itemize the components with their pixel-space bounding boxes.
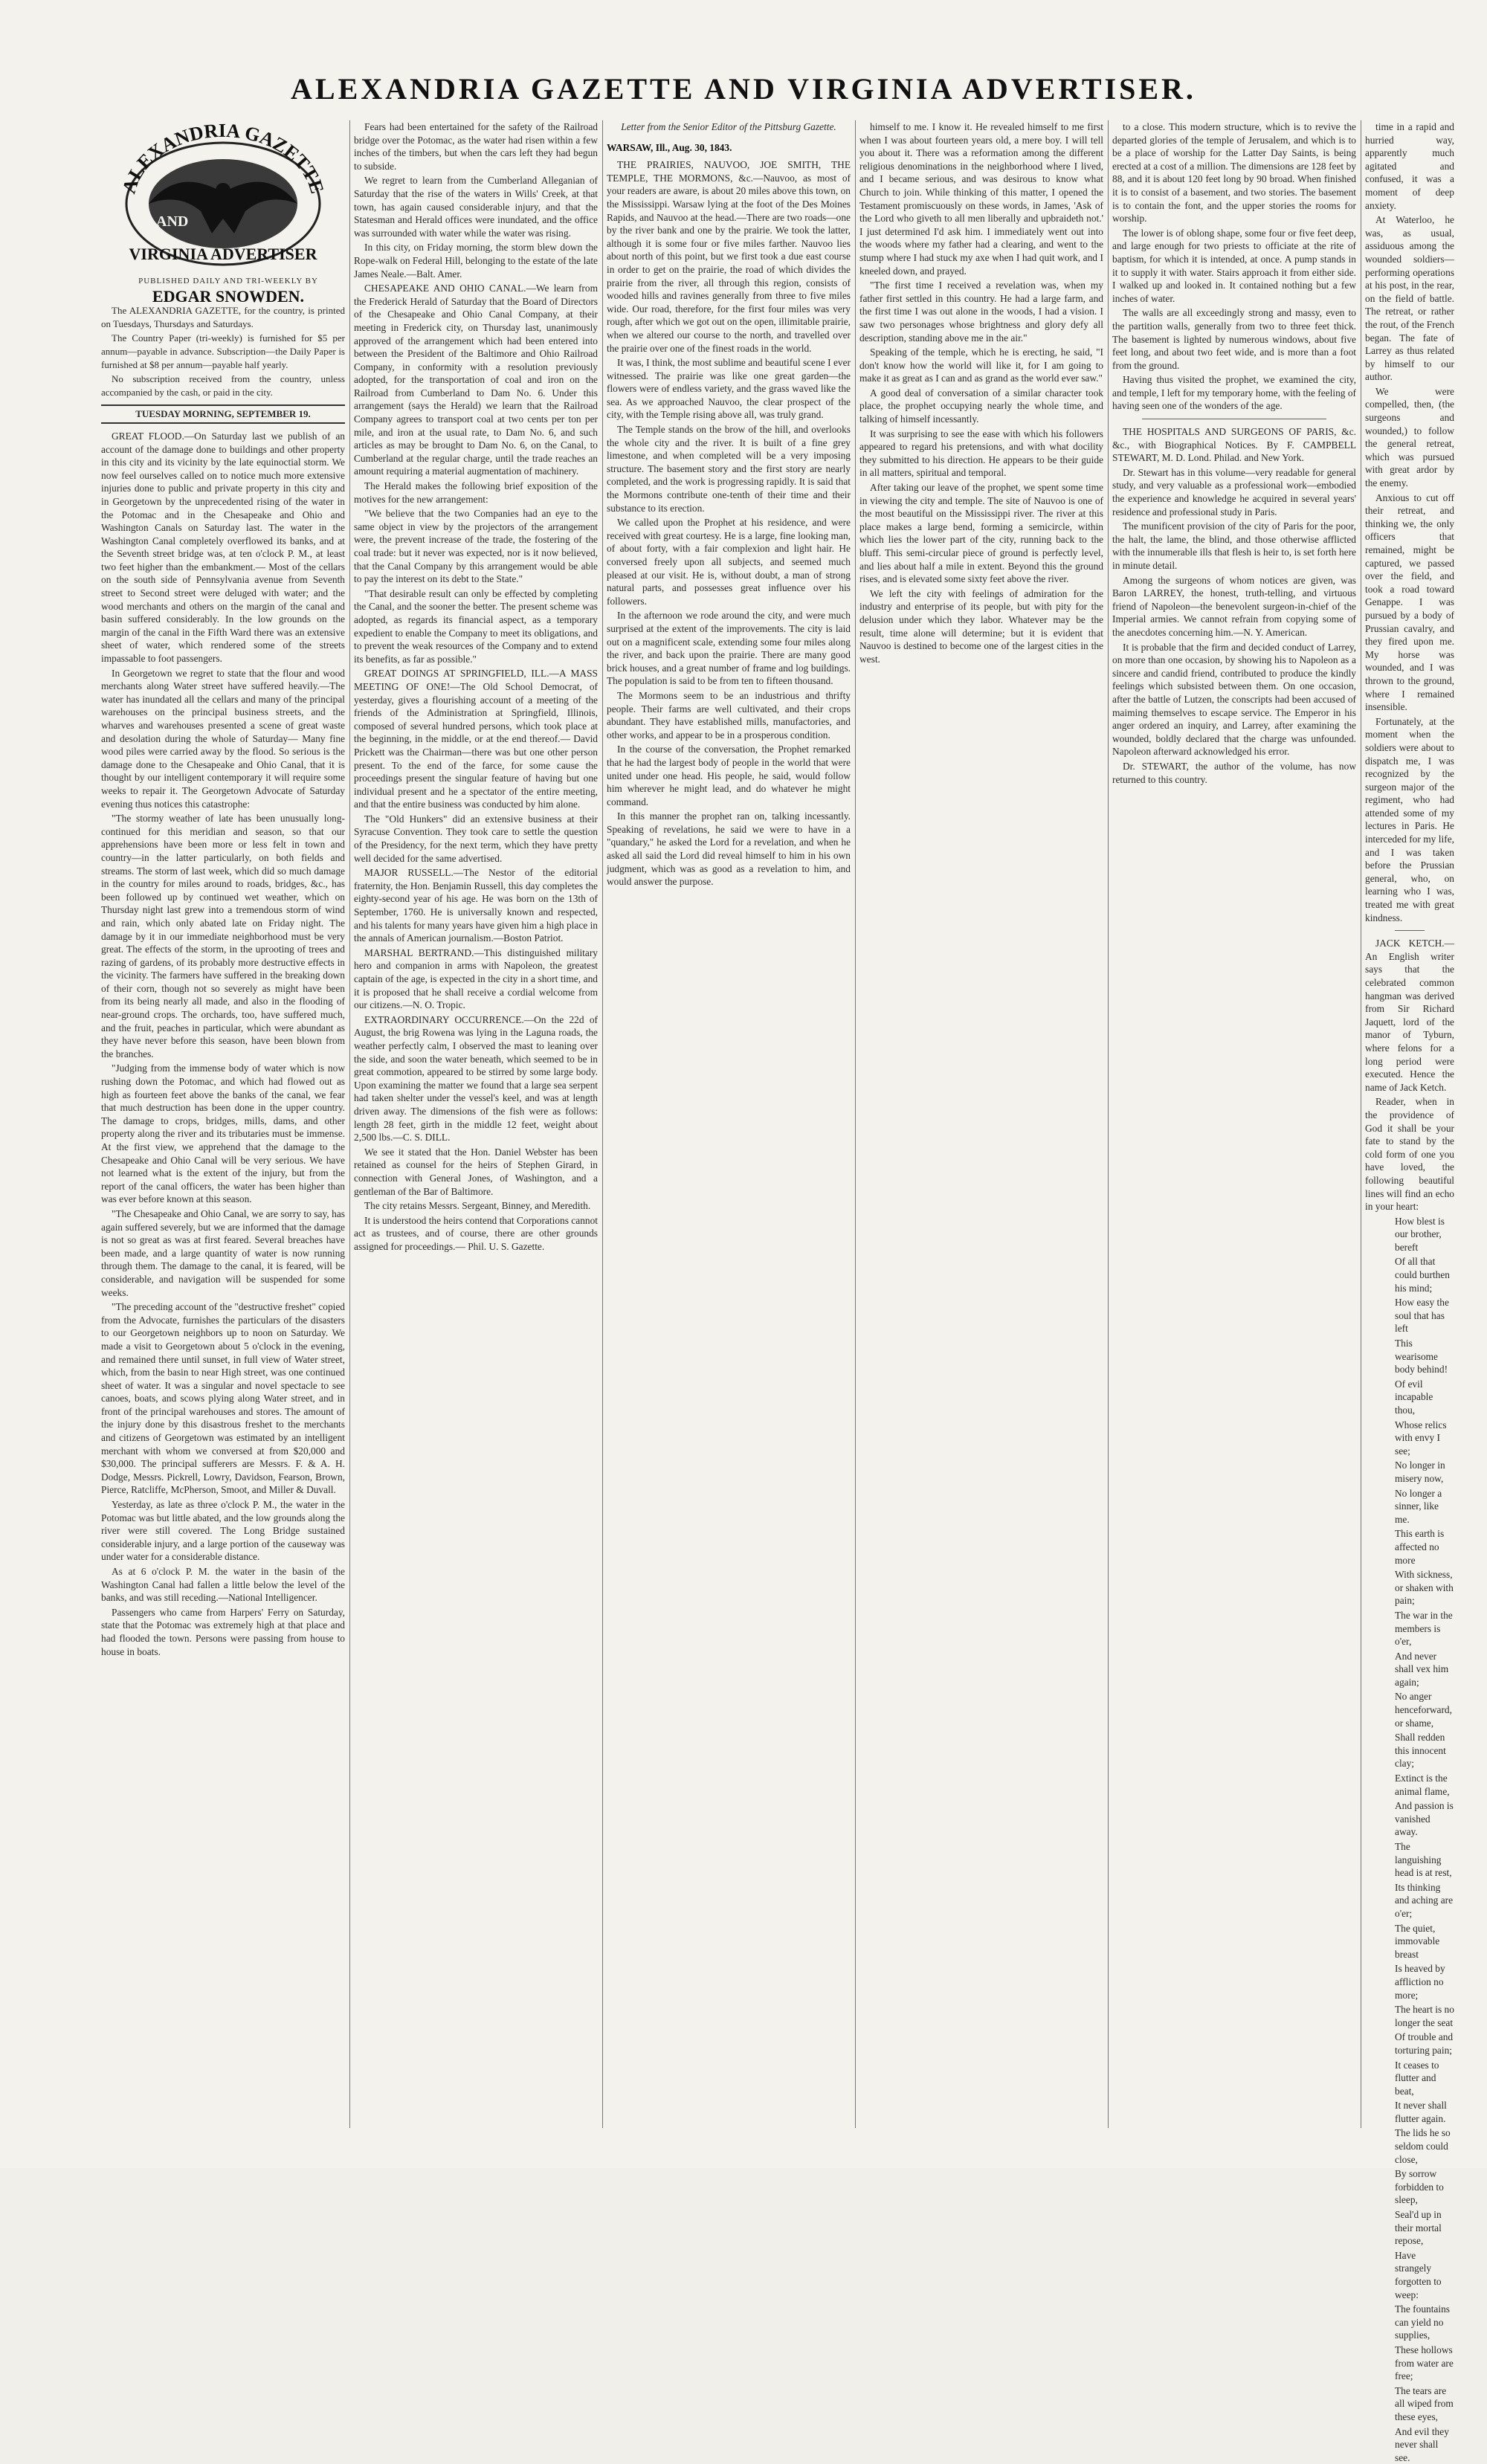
article-paragraph: We regret to learn from the Cumberland Alleganian of Saturday that the rise of the waters in Wills' Creek, at that town, has again caused considerable injury, and that the Statesman and Herald offices were inundated, and the office was surrounded with water while the water was rising.	[354, 175, 598, 239]
article-paragraph: We see it stated that the Hon. Daniel Webster has been retained as counsel for the heirs of Stephen Girard, in connection with General Jones, of Washington, and a gentleman of the Bar of Baltimore.	[354, 1146, 598, 1197]
poem-line: Is heaved by affliction no more;	[1395, 1963, 1445, 2001]
article-paragraph: himself to me. I know it. He revealed himself to me first when I was about fourteen years old, a mere boy. I will tell you about it. There was a reformation among the different religious denominations in the neighborhood where I lived, and I became serious, and was desirous to know what Church to join. While thinking of this matter, I opened the Testament promiscuously on these words, in James, 'Ask of the Lord who giveth to all men liberally and upbraideth not.' I just determined I'd ask him. I immediately went out into the woods where my father had a clearing, and went to the stump where I had stuck my axe when I had quit work, and I kneeled down, and prayed.	[859, 121, 1103, 277]
logo-word-right: VIRGINIA ADVERTISER	[129, 245, 317, 263]
poem-line: No anger henceforward, or shame,	[1395, 1691, 1452, 1729]
article-paragraph: In the afternoon we rode around the city, and were much surprised at the extent of the improvements. The city is laid out on a magnificent scale, extending some four miles along the river, and back upon the prairie. There are many good brick houses, and a great number of frame and log buildings. The population is said to be from ten to fifteen thousand.	[607, 610, 851, 687]
poem-line: With sickness, or shaken with pain;	[1395, 1569, 1454, 1607]
article-paragraph: We called upon the Prophet at his residence, and were received with great courtesy. He is a large, fine looking man, of about forty, with a fair complexion and light hair. He conversed freely upon all subjects, and seemed much pleased at our visit. He is, without doubt, a man of strong natural parts, and possesses great influence over his followers.	[607, 517, 851, 607]
article-paragraph: Fortunately, at the moment when the soldiers were about to dispatch me, I was recognized by the surgeon major of the regiment, who had attended some of my lectures in Paris. He interceded for my life, and I was taken before the Prussian general, who, on learning who I was, treated me with great kindness.	[1365, 715, 1454, 923]
article-paragraph: THE PRAIRIES, NAUVOO, JOE SMITH, THE TEMPLE, THE MORMONS, &c.—Nauvoo, as most of your readers are aware, is about 20 miles above this town, on the Mississippi. Warsaw lying at the foot of the Des Moines Rapids, and Nauvoo at the head.—There are two roads—one by the river bank and one by the prairie. We took the latter, although it is some four or five miles farther. Nauvoo lies about north of this point, but we first took a due east course in order to get on the prairie, the road of which divides the prairie from the river, all through this region, consists of wooded hills and ravines generally from three to five miles wide. Our road, therefore, for the first four miles was very rough, after which we got out on the open, illimitable prairie, when we altered our course to the north, and travelled over the prairie over one of the finest roads in the world.	[607, 159, 851, 354]
article-paragraph: Speaking of the temple, which he is erecting, he said, "I don't know how the world will like it, for I am going to make it as great as I can and as grand as the world ever saw."	[859, 346, 1103, 384]
article-paragraph: It is probable that the firm and decided conduct of Larrey, on more than one occasion, by showing his to Napoleon as a sincere and candid friend, contributed to produce the kindly feelings which subsisted between them. On one occasion, after the battle of Lutzen, the conscripts had been accused of maiming themselves to escape service. The Emperor in his anger ordered an inquiry, and Larrey, after examining the wounded, boldly declared that the charge was unfounded. Napoleon afterward acknowledged his error.	[1112, 641, 1356, 758]
poem-line: Seal'd up in their mortal repose,	[1395, 2209, 1442, 2247]
article-paragraph: In this city, on Friday morning, the storm blew down the Rope-walk on Federal Hill, belonging to the estate of the late James Neale.—Balt. Amer.	[354, 242, 598, 280]
article-paragraph: Among the surgeons of whom notices are given, was Baron LARREY, the honest, truth-telling, and virtuous friend of Napoleon—the benevolent surgeon-in-chief of the Imperial armies. We cannot refrain from copying some of the anecdotes concerning him.—N. Y. American.	[1112, 574, 1356, 638]
poem-line: These hollows from water are free;	[1395, 2344, 1454, 2382]
article-paragraph: THE HOSPITALS AND SURGEONS OF PARIS, &c. &c., with Biographical Notices. By F. CAMPBELL STEWART, M. D. Lond. Philad. and New York.	[1112, 426, 1356, 464]
article-paragraph: "The Chesapeake and Ohio Canal, we are sorry to say, has again suffered severely, but we are informed that the damage is not so great as was at first feared. Several breaches have been made, and a large quantity of water is now running through them. The damage to the canal, it is feared, will be considerable, and navigation will be suspended for some weeks.	[101, 1207, 345, 1298]
poem-line: By sorrow forbidden to sleep,	[1395, 2168, 1444, 2206]
article-paragraph: We left the city with feelings of admiration for the industry and enterprise of its people, but with pity for the delusion under which they labor. Whatever may be the result, time alone will determine; but it is evident that Nauvoo is destined to become one of the largest cities in the west.	[859, 587, 1103, 665]
columns	[101, 120, 1454, 2463]
eagle-icon	[104, 122, 342, 271]
article-paragraph: Dr. Stewart has in this volume—very readable for general study, and very valuable as a professional work—embodied the experience and knowledge he acquired in several years' residence and professional study in Paris.	[1112, 466, 1356, 517]
poem-line: Shall redden this innocent clay;	[1395, 1732, 1446, 1770]
article-heading: Letter from the Senior Editor of the Pittsburg Gazette.	[621, 121, 836, 132]
dateline: WARSAW, Ill., Aug. 30, 1843.	[607, 141, 732, 153]
column-rule	[602, 120, 603, 2128]
poem-line: And passion is vanished away.	[1395, 1800, 1454, 1838]
poem-line: Extinct is the animal flame,	[1395, 1773, 1450, 1797]
column-4	[859, 120, 1103, 2128]
poem-line: This wearisome body behind!	[1395, 1338, 1448, 1375]
article-paragraph: The "Old Hunkers" did an extensive business at their Syracuse Convention. They took care to settle the question of the Presidency, for the next term, which they have pretty well decided for the same advertised.	[354, 813, 598, 864]
poem-line: Of all that could burthen his mind;	[1395, 1256, 1451, 1294]
article-paragraph: Anxious to cut off their retreat, and thinking we, the only officers that remained, might be captured, we passed over the field, and took a road toward Genappe. I was pursued by a body of Prussian cavalry, and they fired upon me. My horse was wounded, and I was thrown to the ground, where I remained insensible.	[1365, 491, 1454, 713]
article-paragraph: "That desirable result can only be effected by completing the Canal, and the sooner the better. The present scheme was adopted, as regards its financial aspect, as a temporary expedient to enable the Company to meet its obligations, and to prevent the weak resources of the Company and to extend its benefits, as far as possible."	[354, 587, 598, 665]
publisher-line: PUBLISHED DAILY AND TRI-WEEKLY BY	[138, 277, 318, 286]
article-paragraph: The lower is of oblong shape, some four or five feet deep, and large enough for two priests to officiate at the rite of baptism, for which it is intended, at once. A pump stands in it to supply it with water. Stairs approach it from either side. I walked up and looked in. It contained nothing but a few inches of water.	[1112, 227, 1356, 304]
editor-name: EDGAR SNOWDEN.	[152, 286, 305, 306]
column-6	[1365, 120, 1454, 2463]
article-paragraph: The city retains Messrs. Sergeant, Binney, and Meredith.	[364, 1200, 591, 1212]
article-paragraph: A good deal of conversation of a similar character took place, the prophet occupying nearly the whole time, and talking of himself incessantly.	[859, 387, 1103, 425]
article-paragraph: At Waterloo, he was, as usual, assiduous among the wounded soldiers—performing operations at his post, in the rear, on the field of battle. The retreat, or rather the rout, of the French began. The fate of Larrey as thus related by himself to our author.	[1365, 214, 1454, 383]
poem-line: Have strangely forgotten to weep:	[1395, 2249, 1442, 2300]
column-rule	[855, 120, 856, 2128]
poem-line: The fountains can yield no supplies,	[1395, 2303, 1451, 2341]
article-paragraph: "Judging from the immense body of water which is now rushing down the Potomac, and which had flowed out as high as fourteen feet above the banks of the canal, we fear that much destruction has been done in the upper country. The damage to crops, bridges, mills, dams, and other property along the river and its tributaries must be immense. At the first view, we apprehend that the damage to the Chesapeake and Ohio Canal will be very serious. We have not learned what is the extent of the injury, but from the report of the canal officers, the water has been higher than was ever before known at this season.	[101, 1062, 345, 1205]
column-5	[1112, 120, 1356, 2128]
poem-line: No longer a sinner, like me.	[1395, 1487, 1442, 1525]
terms-paragraph: No subscription received from the country, unless accompanied by the cash, or paid in the city.	[101, 373, 345, 398]
article-paragraph: GREAT FLOOD.—On Saturday last we publish of an account of the damage done to buildings and other property in this city and its vicinity by the late equinoctial storm. We now feel ourselves called on to notice much more extensive injuries done to public and private property in this city and in Georgetown by the unprecedented rising of the water in the Potomac and in the Chesapeake and Ohio and Washington Canals on Saturday last. The water in the Washington Canal completely overflowed its banks, and at the Seventh street bridge was, at ten o'clock P. M., at least two feet higher than the embankment.— Most of the cellars on the south side of Pennsylvania avenue from Seventh street to Second street were deluged with water; and the wood merchants and others on the margin of the canal and basin suffered considerably. In the low grounds on the margin of the canal in the Fifth Ward there was an extensive sheet of water, which rendered some of the streets impassable to foot passengers.	[101, 430, 345, 665]
poem-line: Its thinking and aching are o'er;	[1395, 1881, 1454, 1919]
poem-line: Of trouble and torturing pain;	[1395, 2031, 1454, 2056]
article-paragraph: As at 6 o'clock P. M. the water in the basin of the Washington Canal had fallen a little below the level of the banks, and was still receding.—National Intelligencer.	[101, 1566, 345, 1604]
article-paragraph: We were compelled, then, (the surgeons and wounded,) to follow the general retreat, which was pursued with great ardor by the enemy.	[1365, 385, 1454, 489]
logo-arc-text: ALEXANDRIA GAZETTE	[117, 122, 329, 196]
article-paragraph: MARSHAL BERTRAND.—This distinguished military hero and companion in arms with Napoleon, the greatest captain of the age, is expected in the city in a short time, and it is proposed that he shall receive a cordial welcome from our citizens.—N. O. Tropic.	[354, 946, 598, 1011]
article-paragraph: Having thus visited the prophet, we examined the city, and temple, I left for my temporary home, with the feeling of having seen one of the wonders of the age.	[1112, 374, 1356, 412]
poem-line: This earth is affected no more	[1395, 1528, 1445, 1566]
masthead: ALEXANDRIA GAZETTE AND VIRGINIA ADVERTISER.	[291, 72, 1196, 106]
poem-line: It ceases to flutter and beat,	[1395, 2059, 1439, 2097]
poem-line: The languishing head is at rest,	[1395, 1841, 1452, 1879]
poem-line: And evil they never shall see.	[1395, 2425, 1449, 2463]
poem-line: The lids he so seldom could close,	[1395, 2127, 1451, 2165]
article-paragraph: Yesterday, as late as three o'clock P. M., the water in the Potomac was but little abated, and the low grounds along the river were still covered. The Long Bridge sustained considerable injury, and a large portion of the causeway was under water for a considerable distance.	[101, 1499, 345, 1563]
article-paragraph: The Temple stands on the brow of the hill, and overlooks the whole city and the river. It is built of a fine grey limestone, and when completed will be a very imposing structure. The basement story and the first story are nearly completed, and the work is progressing rapidly. It is said that the Mormons contribute one-tenth of their time and their substance to its erection.	[607, 424, 851, 514]
poem-line: Whose relics with envy I see;	[1395, 1419, 1447, 1457]
poem-line: Of evil incapable thou,	[1395, 1378, 1433, 1416]
article-paragraph: "The stormy weather of late has been unusually long-continued for this meridian and season, so that our apprehensions have been more or less felt in town and country—in the latter particularly, on both fields and streams. The storm of last week, which did so much damage in the country for miles around to roads, bridges, &c., has been followed up by continued wet weather, which on Thursday night last grew into a tremendous storm of wind and rain, which only abated late on Friday night. The damage by it in our immediate neighborhood must be very great. The effects of the storm, in the uprooting of trees and razing of gardens, of its probably more destructive effects in the vicinity. The farmers have suffered in the breaking down of their corn, though not so severely as might have been from its being nearly all made, and also in the flooding of near-ground crops. The orchards, too, have suffered much, and the fruit, peaches in particular, which were abundant as they have never before this season, have been blown from the branches.	[101, 813, 345, 1060]
article-paragraph: The walls are all exceedingly strong and massy, even to the partition walls, generally from two to three feet thick. The basement is lighted by numerous windows, about five feet long, and about two feet wide, and is more than a foot from the ground.	[1112, 307, 1356, 371]
article-paragraph: Fears had been entertained for the safety of the Railroad bridge over the Potomac, as the water had risen within a few inches of the timbers, but when the cars left they had begun to subside.	[354, 121, 598, 172]
terms-paragraph: The ALEXANDRIA GAZETTE, for the country, is printed on Tuesdays, Thursdays and Saturdays.	[101, 305, 345, 329]
poem-line: The war in the members is o'er,	[1395, 1609, 1453, 1648]
column-2	[354, 120, 598, 2128]
date-bar: TUESDAY MORNING, SEPTEMBER 19.	[101, 404, 345, 424]
article-paragraph: The Mormons seem to be an industrious and thrifty people. Their farms are well cultivated, and their crops abundant. They have established mills, manufactories, and other works, and appear to be in a prosperous condition.	[607, 689, 851, 741]
poem-line: And never shall vex him again;	[1395, 1650, 1449, 1688]
article-paragraph: It was, I think, the most sublime and beautiful scene I ever witnessed. The prairie was like one great garden—the flowers were of endless variety, and the grass waved like the sea. As we approached Nauvoo, the clear prospect of the city, with the Temple rising above all, was truly grand.	[607, 357, 851, 421]
column-rule	[1108, 120, 1109, 2128]
article-paragraph: to a close. This modern structure, which is to revive the departed glories of the temple of Jerusalem, and which is to be a place of worship for the Latter Day Saints, is being erected at a cost of a million. The dimensions are 128 feet by 88, and it is about 120 feet long by 90 broad. When finished it is to consist of a basement, and two stories. The basement is to contain the font, and the upper stories the rooms for worship.	[1112, 121, 1356, 225]
article-paragraph: "The first time I received a revelation was, when my father first settled in this country. He had a large farm, and the first time I was out alone in the woods, I had a vision. I saw two personages whose brightness and glory defy all description, standing above me in the air."	[859, 280, 1103, 344]
divider	[1395, 930, 1425, 931]
article-paragraph: The munificent provision of the city of Paris for the poor, the halt, the lame, the blind, and those otherwise afflicted with the innumerable ills that flesh is heir to, is set forth here in minute detail.	[1112, 520, 1356, 571]
article-paragraph: "We believe that the two Companies had an eye to the same object in view by the projectors of the arrangement were, the prevent increase of the trade, the fostering of the coal trade: but it never was expected, nor is it now believed, that the Canal Company by this arrangement would be able to pay the interest on its debt to the State."	[354, 508, 598, 585]
poem-line: The tears are all wiped from these eyes,	[1395, 2384, 1454, 2422]
article-paragraph: time in a rapid and hurried way, apparently much agitated and confused, it was a moment of deep anxiety.	[1365, 121, 1454, 211]
article-paragraph: EXTRAORDINARY OCCURRENCE.—On the 22d of August, the brig Rowena was lying in the Laguna roads, the weather perfectly calm, I observed the mast to leaning over the side, and soon the water beneath, which seemed to be in great commotion, appeared to be stirred by some large body. Upon examining the matter we found that a large sea serpent had taken shelter under the vessel's keel, and was at length driven away. The dimensions of the fish were as follows: length 28 feet, girth in the middle 12 feet, weight about 2,500 lbs.—C. S. DILL.	[354, 1013, 598, 1144]
gazette-logo	[104, 122, 342, 271]
article-paragraph: The Herald makes the following brief exposition of the motives for the new arrangement:	[354, 480, 598, 505]
article-paragraph: It was surprising to see the ease with which his followers appeared to regard his pretensions, and with what docility they submitted to his direction. He appears to be their guide in all matters, spiritual and temporal.	[859, 428, 1103, 479]
article-paragraph: In the course of the conversation, the Prophet remarked that he had the largest body of people in the world that were united under one head. His people, he said, would follow him wherever he might lead, and do whatever he might command.	[607, 744, 851, 807]
terms-paragraph: The Country Paper (tri-weekly) is furnished for $5 per annum—payable in advance. Subscription—the Daily Paper is furnished at $8 per annum—payable half yearly.	[101, 332, 345, 370]
article-paragraph: After taking our leave of the prophet, we spent some time in viewing the city and temple. The site of Nauvoo is one of the most beautiful on the Mississippi river. The river at this place makes a large bend, forming a semicircle, within which lies the lower part of the city, running back to the bluff. This semi-circular piece of ground is perfectly level, and lies about half a mile in extent. Beyond this the ground rises, and is elevated some sixty feet above the river.	[859, 482, 1103, 585]
article-paragraph: In this manner the prophet ran on, talking incessantly. Speaking of revelations, he said we were to have in a "quandary," he asked the Lord for a revelation, and when he asked all said the Lord did reveal himself to him in his own judgment, which was as good as a revelation to him, and would answer the purpose.	[607, 810, 851, 888]
poem-line: No longer in misery now,	[1395, 1460, 1445, 1484]
article-paragraph: Dr. STEWART, the author of the volume, has now returned to this country.	[1112, 760, 1356, 785]
column-1	[101, 120, 345, 2128]
article-paragraph: MAJOR RUSSELL.—The Nestor of the editorial fraternity, the Hon. Benjamin Russell, this day completes the eighty-second year of his age. He was born on the 13th of September, 1760. He is universally known and respected, and his talents for many years have given him a high place in the annals of American journalism.—Boston Patriot.	[354, 867, 598, 944]
poem-line: The quiet, immovable breast	[1395, 1922, 1440, 1960]
article-paragraph: GREAT DOINGS AT SPRINGFIELD, ILL.—A MASS MEETING OF ONE!—The Old School Democrat, of yesterday, gives a flourishing account of a meeting of the friends of the Administration at Springfield, Illinois, composed of several hundred persons, which took place at the beginning, in the middle, or at the end thereof.— David Prickett was the Chairman—there was but one other person present. To the end of the farce, for some cause the proceedings present the singular feature of having but one individual present and he a spectator of the entire meeting, and that the entire business was conducted by him alone.	[354, 668, 598, 810]
article-paragraph: JACK KETCH.—An English writer says that the celebrated common hangman was derived from Sir Richard Jaquett, lord of the manor of Tyburn, where felons for a long period were executed. Hence the name of Jack Ketch.	[1365, 938, 1454, 1093]
logo-word-left: AND	[156, 213, 189, 230]
poem-line: How blest is our brother, bereft	[1395, 1215, 1445, 1253]
poem-line: How easy the soul that has left	[1395, 1297, 1449, 1335]
article-paragraph: CHESAPEAKE AND OHIO CANAL.—We learn from the Frederick Herald of Saturday that the Board of Directors of the Chesapeake and Ohio Canal Company, at their meeting in Frederick city, on Thursday last, unanimously approved of the arrangement which had been entered into between the President of the Baltimore and Ohio Railroad Company, in conformity with a resolution previously adopted, for the transportation of coal and iron on the Railroad from Cumberland to Dam No. 6. Under this arrangement (says the Herald) we learn that the Railroad Company agrees to transport coal at two cents per ton per mile, and iron at the usual rate, to Dam No. 6, and such articles as may be brought to Dam No. 6, on the Canal, to Cumberland at the regular charge, until the trade reaches an amount requiring a material augmentation of machinery.	[354, 283, 598, 477]
column-rule	[349, 120, 350, 2128]
poem-line: The heart is no longer the seat	[1395, 2004, 1454, 2028]
poem-line: It never shall flutter again.	[1395, 2100, 1447, 2124]
article-paragraph: Reader, when in the providence of God it shall be your fate to stand by the cold form of one you have loved, the following beautiful lines will find an echo in your heart:	[1365, 1096, 1454, 1213]
article-paragraph: Passengers who came from Harpers' Ferry on Saturday, state that the Potomac was extremely high at that place and had flooded the town. Persons were passing from house to house in boats.	[101, 1606, 345, 1657]
article-paragraph: In Georgetown we regret to state that the flour and wood merchants along Water street have suffered heavily.—The water has inundated all the cellars and many of the principal warehouses on the principal business streets, and the wharves and warehouses presented a scene of great waste and desolation during the whole of Saturday— Many fine wood piles were carried away by the flood. So serious is the damage done to the Chesapeake and Ohio Canal, that it is thought by our intelligent contemporary it will require some weeks to repair it. The Georgetown Advocate of Saturday evening thus notices this catastrophe:	[101, 667, 345, 810]
article-paragraph: It is understood the heirs contend that Corporations cannot act as trustees, and of course, there are other grounds assigned for proceedings.— Phil. U. S. Gazette.	[354, 1214, 598, 1252]
column-3	[607, 120, 851, 2128]
article-paragraph: "The preceding account of the "destructive freshet" copied from the Advocate, furnishes the particulars of the disasters to our Georgetown neighbors up to noon on Saturday. We made a visit to Georgetown about 5 o'clock in the evening, and remained there until sunset, in full view of Water street, which, from the basin to near High street, was one continued sheet of water. It was a singular and novel spectacle to see canoes, boats, and scows plying along Water street, and in front of the principal warehouses and stores. The amount of the injury done by this disastrous freshet to the merchants and citizens of Georgetown was estimated by an intelligent merchant with whom we conversed at from $20,000 and $30,000. The principal sufferers are Messrs. F. & A. H. Dodge, Messrs. Pickrell, Lowry, Davidson, Fearson, Brown, Pierce, Ratcliffe, McPherson, Smoot, and Miller & Duvall.	[101, 1301, 345, 1496]
